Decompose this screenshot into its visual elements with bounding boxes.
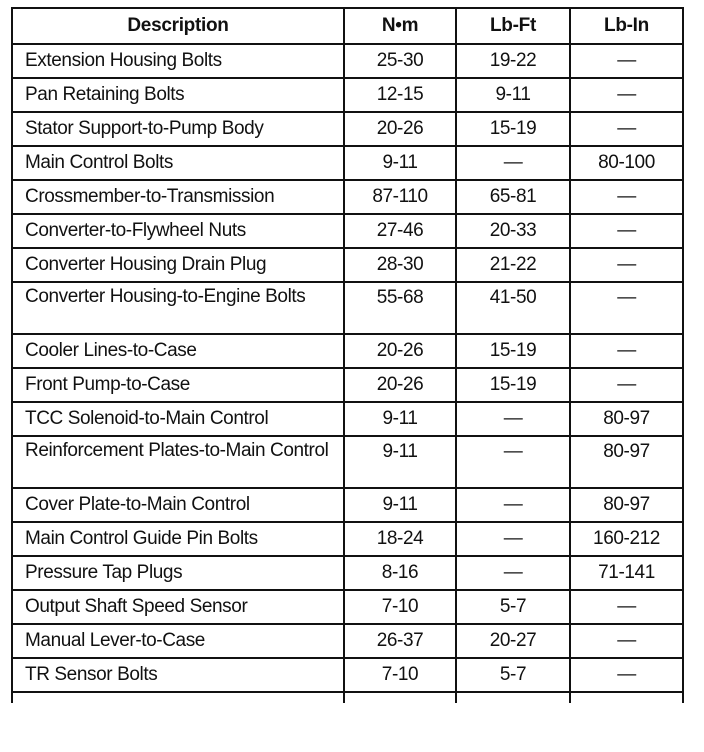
- header-lb-ft: Lb-Ft: [456, 8, 570, 44]
- cell-nm: 9-11: [344, 488, 456, 522]
- cell-lb-in: —: [570, 624, 683, 658]
- table-row: [12, 556, 683, 590]
- cell-description: Converter-to-Flywheel Nuts: [12, 214, 344, 248]
- cell-description: Crossmember-to-Transmission: [12, 180, 344, 214]
- torque-spec-table: [11, 7, 684, 703]
- cell-description: Manual Lever-to-Case: [12, 624, 344, 658]
- cell-description: Pressure Tap Plugs: [12, 556, 344, 590]
- cell-nm: 7-10: [344, 590, 456, 624]
- table-row: [12, 248, 683, 282]
- cell-lb-in: —: [570, 112, 683, 146]
- cell-empty: [344, 692, 456, 703]
- cell-lb-ft: —: [456, 436, 570, 488]
- cell-lb-ft: 5-7: [456, 658, 570, 692]
- cell-description: Pan Retaining Bolts: [12, 78, 344, 112]
- table-row: [12, 402, 683, 436]
- cell-description: Front Pump-to-Case: [12, 368, 344, 402]
- cell-lb-in: —: [570, 78, 683, 112]
- cell-lb-in: —: [570, 282, 683, 334]
- cell-nm: 9-11: [344, 402, 456, 436]
- table-row: [12, 180, 683, 214]
- cell-description: Stator Support-to-Pump Body: [12, 112, 344, 146]
- header-description: Description: [12, 8, 344, 44]
- cell-lb-ft: —: [456, 488, 570, 522]
- cell-nm: 12-15: [344, 78, 456, 112]
- cell-description: Cover Plate-to-Main Control: [12, 488, 344, 522]
- cell-nm: 7-10: [344, 658, 456, 692]
- cell-lb-ft: 15-19: [456, 112, 570, 146]
- table-row: [12, 214, 683, 248]
- cell-lb-in: —: [570, 180, 683, 214]
- cell-description: Main Control Bolts: [12, 146, 344, 180]
- cell-lb-in: 71-141: [570, 556, 683, 590]
- cell-empty: [12, 692, 344, 703]
- header-lb-in: Lb-In: [570, 8, 683, 44]
- cell-lb-ft: 65-81: [456, 180, 570, 214]
- table-row: [12, 624, 683, 658]
- table-row: [12, 112, 683, 146]
- table-row: [12, 334, 683, 368]
- cell-lb-in: —: [570, 44, 683, 78]
- table-row: [12, 44, 683, 78]
- cell-lb-in: 80-97: [570, 488, 683, 522]
- cell-nm: 20-26: [344, 112, 456, 146]
- cell-nm: 87-110: [344, 180, 456, 214]
- cell-nm: 28-30: [344, 248, 456, 282]
- cell-lb-ft: 19-22: [456, 44, 570, 78]
- cell-lb-in: 80-97: [570, 436, 683, 488]
- cell-lb-ft: 21-22: [456, 248, 570, 282]
- cell-lb-in: 80-100: [570, 146, 683, 180]
- cell-nm: 20-26: [344, 334, 456, 368]
- cell-nm: 9-11: [344, 436, 456, 488]
- cell-lb-ft: 9-11: [456, 78, 570, 112]
- header-row: [12, 8, 683, 44]
- cell-lb-in: —: [570, 590, 683, 624]
- cell-nm: 25-30: [344, 44, 456, 78]
- table-row: [12, 78, 683, 112]
- table-row: [12, 146, 683, 180]
- cell-lb-in: —: [570, 248, 683, 282]
- cell-nm: 26-37: [344, 624, 456, 658]
- cell-nm: 27-46: [344, 214, 456, 248]
- cell-lb-in: 160-212: [570, 522, 683, 556]
- table-row: [12, 282, 683, 334]
- cell-lb-ft: —: [456, 146, 570, 180]
- cell-lb-ft: 15-19: [456, 334, 570, 368]
- cell-lb-ft: 5-7: [456, 590, 570, 624]
- cell-lb-ft: 20-27: [456, 624, 570, 658]
- table-row: [12, 488, 683, 522]
- header-nm: N•m: [344, 8, 456, 44]
- cell-lb-in: —: [570, 214, 683, 248]
- cell-description: Output Shaft Speed Sensor: [12, 590, 344, 624]
- cell-lb-ft: 41-50: [456, 282, 570, 334]
- cell-lb-ft: —: [456, 522, 570, 556]
- cell-lb-ft: —: [456, 556, 570, 590]
- cell-lb-in: 80-97: [570, 402, 683, 436]
- cell-description: Cooler Lines-to-Case: [12, 334, 344, 368]
- table-row: [12, 590, 683, 624]
- cell-description: Extension Housing Bolts: [12, 44, 344, 78]
- cell-lb-in: —: [570, 658, 683, 692]
- cell-empty: [570, 692, 683, 703]
- cell-description: Main Control Guide Pin Bolts: [12, 522, 344, 556]
- table-row: [12, 368, 683, 402]
- cell-nm: 9-11: [344, 146, 456, 180]
- table-row: [12, 436, 683, 488]
- cell-lb-ft: 15-19: [456, 368, 570, 402]
- cell-description: Converter Housing Drain Plug: [12, 248, 344, 282]
- cell-nm: 18-24: [344, 522, 456, 556]
- cell-description: Converter Housing-to-Engine Bolts: [12, 282, 344, 334]
- cell-lb-in: —: [570, 334, 683, 368]
- cell-nm: 20-26: [344, 368, 456, 402]
- cell-description: Reinforcement Plates-to-Main Control: [12, 436, 344, 488]
- cell-description: TR Sensor Bolts: [12, 658, 344, 692]
- cell-nm: 8-16: [344, 556, 456, 590]
- cell-description: TCC Solenoid-to-Main Control: [12, 402, 344, 436]
- cell-lb-ft: 20-33: [456, 214, 570, 248]
- table-row: [12, 522, 683, 556]
- cell-lb-ft: —: [456, 402, 570, 436]
- table-row-cut-off: [12, 692, 683, 703]
- cell-empty: [456, 692, 570, 703]
- table-row: [12, 658, 683, 692]
- cell-nm: 55-68: [344, 282, 456, 334]
- cell-lb-in: —: [570, 368, 683, 402]
